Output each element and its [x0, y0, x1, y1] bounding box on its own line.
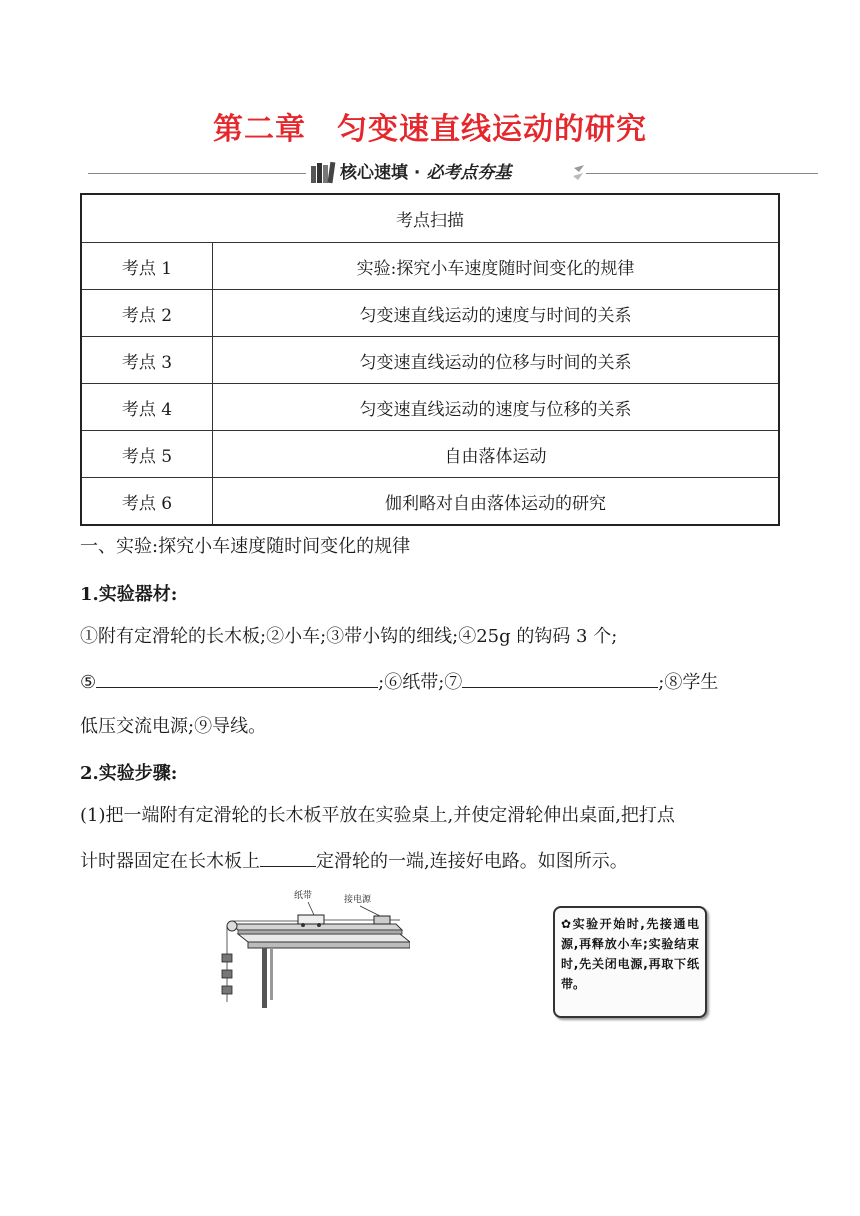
fill-blank-5[interactable]: [96, 667, 378, 688]
banner-divider-right: [586, 173, 818, 174]
tip-box: [553, 906, 707, 1018]
label-power-source: 接电源: [344, 895, 372, 905]
equipment-item-8: ;⑧学生: [658, 672, 719, 693]
steps-heading: 2.实验步骤:: [80, 763, 178, 784]
table-row: [81, 478, 779, 526]
table-row: [81, 337, 779, 384]
row-content: 匀变速直线运动的位移与时间的关系: [213, 337, 780, 384]
apparatus-diagram: [210, 884, 410, 1014]
table-row: [81, 431, 779, 478]
table-row: [81, 384, 779, 431]
row-label: 考点 6: [81, 478, 213, 526]
equipment-heading: 1.实验器材:: [80, 584, 178, 605]
equipment-line-1: ①附有定滑轮的长木板;②小车;③带小钩的细线;④25g 的钩码 3 个;: [80, 626, 618, 647]
swoosh-icon: [572, 164, 586, 182]
step-1-line-2: [80, 846, 628, 877]
equipment-line-2: [80, 667, 718, 698]
equipment-item-5: ⑤: [80, 672, 97, 693]
row-label: 考点 2: [81, 290, 213, 337]
step-1-line-1: (1)把一端附有定滑轮的长木板平放在实验桌上,并使定滑轮伸出桌面,把打点: [80, 805, 675, 826]
tip-text: 实验开始时,先接通电源,再释放小车;实验结束时,先关闭电源,再取下纸带。: [561, 917, 699, 991]
banner-dot: ·: [413, 163, 421, 183]
flower-icon: ✿: [561, 917, 573, 931]
section-heading: 一、实验:探究小车速度随时间变化的规律: [80, 536, 411, 557]
books-icon: [310, 160, 336, 184]
section-banner: [88, 158, 818, 188]
row-content: 实验:探究小车速度随时间变化的规律: [213, 243, 780, 290]
table-header: 考点扫描: [81, 194, 779, 243]
row-label: 考点 3: [81, 337, 213, 384]
banner-divider-left: [88, 173, 306, 174]
equipment-items-6-7: ;⑥纸带;⑦: [378, 672, 463, 693]
chapter-title: 第二章 匀变速直线运动的研究: [213, 112, 647, 147]
banner-title: 核心速填: [340, 163, 408, 183]
table-row: [81, 290, 779, 337]
equipment-line-3: 低压交流电源;⑨导线。: [80, 716, 267, 737]
row-content: 匀变速直线运动的速度与时间的关系: [213, 290, 780, 337]
fill-blank-step1[interactable]: [260, 846, 316, 867]
step-1-text-b: 定滑轮的一端,连接好电路。如图所示。: [316, 851, 628, 872]
row-label: 考点 1: [81, 243, 213, 290]
exam-points-table: [80, 193, 780, 526]
row-content: 伽利略对自由落体运动的研究: [213, 478, 780, 526]
step-1-text-a: 计时器固定在长木板上: [80, 851, 260, 872]
row-label: 考点 5: [81, 431, 213, 478]
banner-subtitle: 必考点夯基: [426, 163, 512, 183]
label-paper-tape: 纸带: [294, 891, 313, 901]
fill-blank-7[interactable]: [462, 667, 658, 688]
table-row: [81, 243, 779, 290]
row-content: 自由落体运动: [213, 431, 780, 478]
row-content: 匀变速直线运动的速度与位移的关系: [213, 384, 780, 431]
row-label: 考点 4: [81, 384, 213, 431]
